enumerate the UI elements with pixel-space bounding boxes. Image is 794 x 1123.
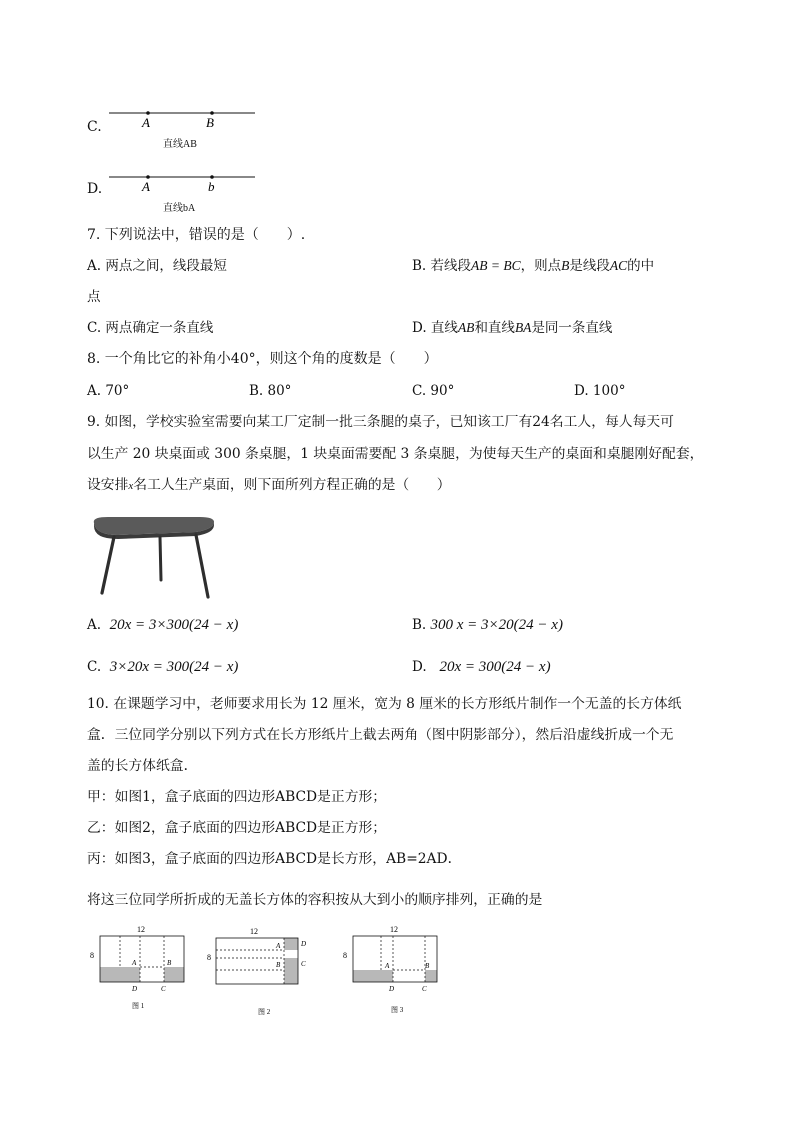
q10-bing: 丙：如图3，盒子底面的四边形ABCD是长方形，AB=2AD．	[87, 851, 462, 867]
q7-option-a: A. 两点之间，线段最短	[87, 258, 227, 274]
q8-option-b: B. 80°	[249, 383, 292, 399]
svg-text:A: A	[132, 959, 137, 967]
svg-text:D: D	[301, 940, 307, 948]
line-ba-caption: 直线bA	[163, 203, 196, 214]
table-leg-right	[196, 535, 208, 597]
q7-option-d: D. 直线AB和直线BA是同一条直线	[412, 320, 613, 336]
q7-stem: 7. 下列说法中，错误的是（ ）.	[87, 227, 306, 243]
q10-line3: 盖的长方体纸盒．	[87, 758, 198, 774]
fig3-caption: 图 3	[391, 1006, 404, 1014]
q9-line1: 9. 如图，学校实验室需要向某工厂定制一批三条腿的桌子，已知该工厂有24名工人，每人每天可	[87, 414, 674, 430]
figure-2	[202, 922, 322, 1020]
fig2-caption: 图 2	[258, 1008, 271, 1016]
figure-3	[339, 922, 449, 1020]
svg-text:A: A	[276, 942, 281, 950]
point-b-label: b	[208, 179, 215, 194]
q9-option-d: D. 20x = 300(24 − x)	[412, 659, 551, 675]
fig2-shade-bottom	[284, 958, 298, 984]
point-b-label: B	[206, 115, 214, 130]
svg-text:D: D	[132, 985, 138, 993]
table-leg-middle	[160, 537, 161, 580]
q8-stem: 8. 一个角比它的补角小40°，则这个角的度数是（ ）	[87, 351, 438, 367]
svg-text:B: B	[276, 961, 281, 969]
figure-1	[86, 922, 196, 1014]
option-d-label: D.	[87, 181, 103, 197]
q7-option-c: C. 两点确定一条直线	[87, 320, 214, 336]
table-leg-left	[102, 537, 114, 593]
svg-text:C: C	[422, 985, 427, 993]
svg-text:D: D	[389, 985, 395, 993]
table-photo-icon	[88, 513, 220, 599]
svg-text:A: A	[385, 962, 390, 970]
q9-option-b: B. 300 x = 3×20(24 − x)	[412, 617, 563, 633]
fig1-caption: 图 1	[132, 1002, 145, 1010]
fig3-width-label: 12	[390, 925, 398, 934]
svg-text:C: C	[161, 985, 166, 993]
svg-text:B: B	[167, 959, 172, 967]
q8-option-d: D. 100°	[574, 383, 626, 399]
fig2-height-label: 8	[207, 953, 211, 962]
fig2-shade-top	[284, 938, 298, 950]
svg-text:C: C	[301, 960, 306, 968]
line-ab-caption: 直线AB	[163, 139, 197, 150]
point-a-label: A	[142, 115, 150, 130]
fig3-height-label: 8	[343, 951, 347, 960]
option-c-label: C.	[87, 119, 102, 135]
fig3-shade-right	[425, 970, 437, 982]
q10-jia: 甲：如图1，盒子底面的四边形ABCD是正方形；	[87, 789, 387, 805]
q10-ask: 将这三位同学所折成的无盖长方体的容积按从大到小的顺序排列，正确的是	[87, 892, 543, 908]
q7-option-b: B. 若线段AB = BC，则点B是线段AC的中	[412, 258, 655, 274]
q7-option-b-wrap: 点	[87, 289, 101, 305]
q10-yi: 乙：如图2，盒子底面的四边形ABCD是正方形；	[87, 820, 387, 836]
q9-option-c: C. 3×20x = 300(24 − x)	[87, 659, 239, 675]
fig1-shade-left	[100, 967, 140, 982]
fig2-width-label: 12	[250, 927, 258, 936]
fig3-shade-left	[353, 970, 393, 982]
fig1-height-label: 8	[90, 951, 94, 960]
q9-line3: 设安排x名工人生产桌面，则下面所列方程正确的是（ ）	[87, 477, 451, 493]
q10-line2: 盒．三位同学分别以下列方式在长方形纸片上截去两角（图中阴影部分），然后沿虚线折成一个无	[87, 727, 674, 743]
fig1-shade-right	[164, 967, 184, 982]
q9-option-a: A. 20x = 3×300(24 − x)	[87, 617, 239, 633]
q10-line1: 10. 在课题学习中，老师要求用长为 12 厘米，宽为 8 厘米的长方形纸片制作一个无盖的长方体纸	[87, 696, 682, 712]
q9-line2: 以生产 20 块桌面或 300 条桌腿，1 块桌面需要配 3 条桌腿，为使每天生产的桌面和桌腿刚好配套，	[87, 446, 704, 462]
fig1-width-label: 12	[137, 925, 145, 934]
q8-option-c: C. 90°	[412, 383, 455, 399]
point-a-label: A	[142, 179, 150, 194]
q8-option-a: A. 70°	[87, 383, 130, 399]
svg-text:B: B	[425, 962, 430, 970]
